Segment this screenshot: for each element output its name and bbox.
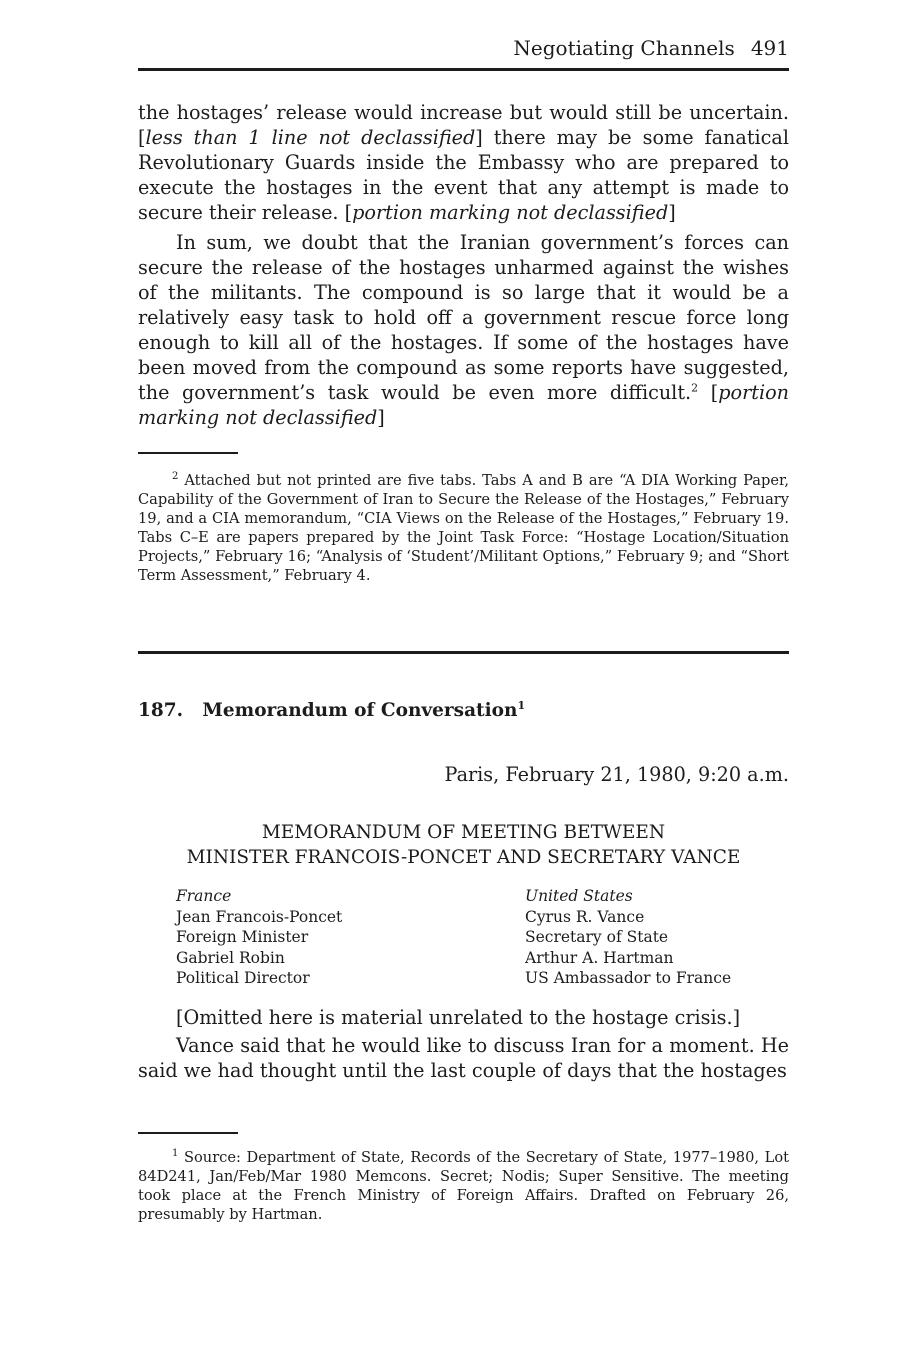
footnote-1: $^1$ Source: Department of State, Records of the Secretary of State, 1977–1980, Lot 84D241, Jan/Feb/Mar 1980 Memcons. Secret; Nodis; Super Sensitive. The meeting took place at the French Ministry of Foreign Affairs. Drafted on February 26, presumably by Hartman. bbox=[138, 1148, 789, 1223]
participants-label: United States bbox=[525, 887, 633, 905]
page-number: 491 bbox=[750, 36, 789, 60]
footnote-ref-2: 2 bbox=[691, 381, 699, 395]
participant-line: Jean Francois-Poncet bbox=[176, 907, 343, 926]
participants-france bbox=[176, 886, 342, 989]
memo-heading bbox=[138, 820, 789, 870]
memo-heading-line: MEMORANDUM OF MEETING BETWEEN bbox=[261, 822, 666, 843]
omitted-material-note: [Omitted here is material unrelated to the hostage crisis.] bbox=[176, 1006, 741, 1029]
document-separator-rule bbox=[138, 651, 789, 654]
document-title-text: Memorandum of Conversation bbox=[202, 700, 518, 721]
footnote-separator bbox=[138, 1132, 238, 1134]
header-rule bbox=[138, 68, 789, 71]
participants-label: France bbox=[176, 887, 232, 905]
participant-line: Gabriel Robin bbox=[176, 948, 285, 967]
paragraph-continuation: the hostages’ release would increase but would still be uncertain. [less than 1 line not declassified] there may be some fanatical Revolutionary Guards inside the Embassy who are prepared to execute the hostages in the event that any attempt is made to secure their release. [portion marking not declassified] bbox=[138, 101, 789, 224]
participant-line: Secretary of State bbox=[525, 928, 669, 947]
dateline: Paris, February 21, 1980, 9:20 a.m. bbox=[444, 763, 789, 786]
footnote-mark: 2 bbox=[172, 471, 179, 483]
running-title: Negotiating Channels bbox=[513, 36, 735, 60]
participant-line: Political Director bbox=[176, 969, 310, 988]
participant-line: Arthur A. Hartman bbox=[525, 948, 674, 967]
footnote-ref-1: 1 bbox=[517, 698, 526, 712]
footnote-2: $^2$ Attached but not printed are five tabs. Tabs A and B are “A DIA Working Paper, Capability of the Government of Iran to Secure the Release of the Hostages,” February 19, and a CIA memorandum, “CIA Views on the Release of the Hostages,” February 19. Tabs C–E are papers prepared by the Joint Task Force: “Hostage Location/Situation Projects,” February 16; “Analysis of ‘Student’/Militant Options,” February 9; and “Short Term Assessment,” February 4. bbox=[138, 471, 789, 584]
participant-line: Foreign Minister bbox=[176, 928, 309, 947]
document-title bbox=[138, 700, 525, 721]
paragraph-summary: In sum, we doubt that the Iranian government’s forces can secure the release of the hostages unharmed against the wishes of the militants. The compound is so large that it would be a relatively easy task to hold off a government rescue force long enough to kill all of the hostages. If some of the hostages have been moved from the compound as some reports have suggested, the government’s task would be even more difficult.$^2$ [portion marking not declassified] bbox=[138, 231, 789, 429]
document-number: 187. bbox=[138, 700, 184, 721]
portion-marking-note: portion marking not declassified bbox=[138, 381, 789, 429]
footnote-separator bbox=[138, 452, 238, 454]
memo-heading-line: MINISTER FRANCOIS-PONCET AND SECRETARY VANCE bbox=[186, 847, 741, 868]
running-header bbox=[138, 36, 789, 60]
paragraph-vance: Vance said that he would like to discuss Iran for a moment. He said we had thought until the last couple of days that the hostages bbox=[138, 1034, 789, 1082]
participant-line: Cyrus R. Vance bbox=[525, 907, 645, 926]
portion-marking-note: portion marking not declassified bbox=[352, 201, 669, 224]
participants-united-states bbox=[525, 886, 731, 989]
redaction-note: less than 1 line not declassified bbox=[145, 126, 476, 149]
participant-line: US Ambassador to France bbox=[525, 969, 732, 988]
footnote-mark: 1 bbox=[172, 1148, 179, 1160]
